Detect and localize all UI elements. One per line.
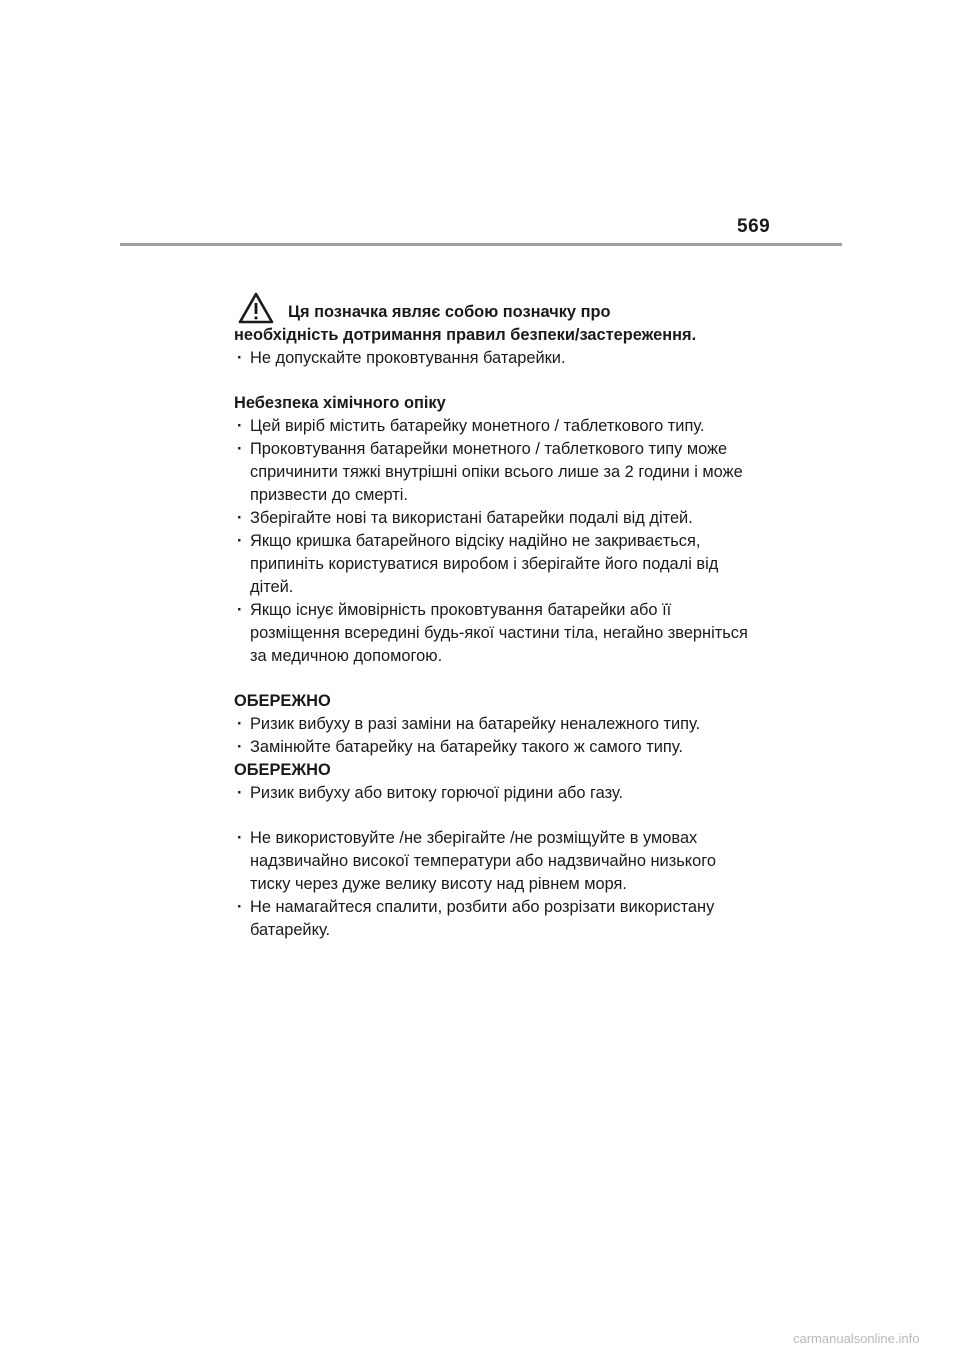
warning-heading-line1: Ця позначка являє собою позначку про — [288, 303, 611, 321]
list-item: · Цей виріб містить батарейку монетного / таблеткового типу. — [234, 415, 754, 438]
warning-item: · Не допускайте проковтування батарейки. — [234, 347, 754, 370]
list-item: · Зберігайте нові та використані батарейки подалі від дітей. — [234, 507, 754, 530]
watermark: carmanualsonline.info — [793, 1331, 920, 1346]
header-rule — [120, 243, 842, 246]
document-body — [234, 292, 754, 942]
list-item: · Ризик вибуху в разі заміни на батарейку неналежного типу. — [234, 713, 754, 736]
list-item: · Не намагайтеся спалити, розбити або розрізати використану батарейку. — [234, 896, 754, 942]
warning-heading-line2: необхідність дотримання правил безпеки/застереження. — [234, 326, 697, 344]
caution-title: ОБЕРЕЖНО — [234, 761, 331, 779]
list-item: · Якщо існує ймовірність проковтування батарейки або її розміщення всередині будь-якої частини тіла, негайно зверніться за медичною допомогою. — [234, 599, 754, 668]
list-item: · Якщо кришка батарейного відсіку надійно не закривається, припиніть користуватися виробом і зберігайте його подалі від дітей. — [234, 530, 754, 599]
list-item: · Ризик вибуху або витоку горючої рідини або газу. — [234, 782, 754, 805]
caution-title: ОБЕРЕЖНО — [234, 692, 331, 710]
list-item: · Проковтування батарейки монетного / таблеткового типу може спричинити тяжкі внутрішні опіки всього лише за 2 години і може призвести до смерті. — [234, 438, 754, 507]
warning-heading — [234, 292, 754, 347]
page-number: 569 — [737, 216, 771, 237]
chemical-burn-title: Небезпека хімічного опіку — [234, 394, 446, 412]
list-item: · Не використовуйте /не зберігайте /не розміщуйте в умовах надзвичайно високої температури або надзвичайно низького тиску через дуже велику висоту над рівнем моря. — [234, 827, 754, 896]
list-item: · Замінюйте батарейку на батарейку такого ж самого типу. — [234, 736, 754, 759]
warning-triangle-icon — [238, 292, 274, 324]
